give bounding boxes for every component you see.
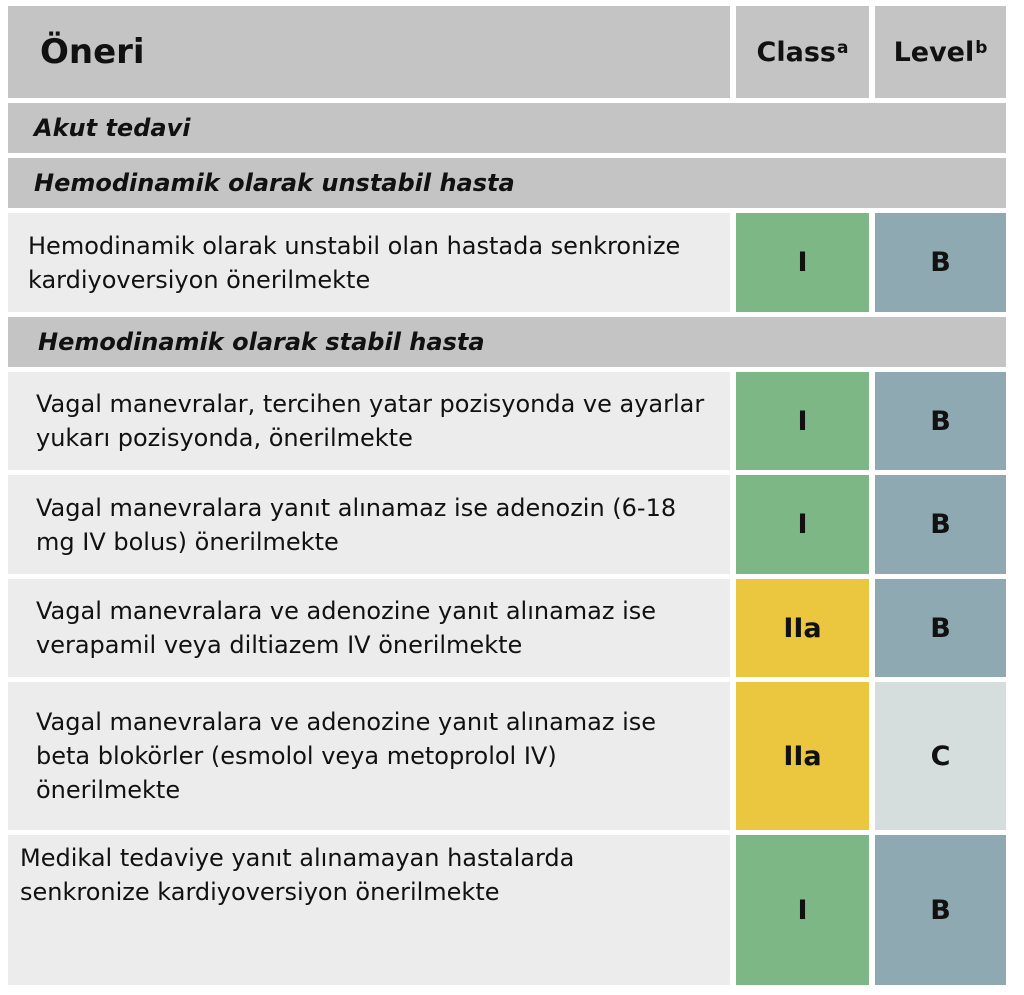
header-class-label: Class bbox=[756, 36, 836, 68]
recommendation-table bbox=[8, 6, 1006, 985]
section-acute-treatment: Akut tedavi bbox=[8, 103, 1006, 153]
recommendation-text: Vagal manevralara yanıt alınamaz ise adenozin (6-18 mg IV bolus) önerilmekte bbox=[8, 475, 730, 574]
recommendation-text: Vagal manevralar, tercihen yatar pozisyonda ve ayarlar yukarı pozisyonda, önerilmekte bbox=[8, 372, 730, 470]
section-unstable-patient: Hemodinamik olarak unstabil hasta bbox=[8, 158, 1006, 208]
class-badge: I bbox=[736, 372, 869, 470]
level-badge: B bbox=[875, 835, 1006, 985]
class-badge: IIa bbox=[736, 682, 869, 830]
class-badge: I bbox=[736, 213, 869, 312]
header-level-footnote: b bbox=[975, 38, 988, 58]
level-badge: B bbox=[875, 579, 1006, 677]
recommendation-text: Medikal tedaviye yanıt alınamayan hastalarda senkronize kardiyoversiyon önerilmekte bbox=[8, 835, 730, 985]
header-class bbox=[736, 6, 869, 98]
level-badge: B bbox=[875, 372, 1006, 470]
class-badge: I bbox=[736, 835, 869, 985]
recommendation-text: Vagal manevralara ve adenozine yanıt alınamaz ise verapamil veya diltiazem IV önerilmekte bbox=[8, 579, 730, 677]
level-badge: B bbox=[875, 475, 1006, 574]
section-stable-patient: Hemodinamik olarak stabil hasta bbox=[8, 317, 1006, 367]
level-badge: C bbox=[875, 682, 1006, 830]
header-class-footnote: a bbox=[836, 38, 849, 58]
header-level-label: Level bbox=[893, 36, 975, 68]
level-badge: B bbox=[875, 213, 1006, 312]
header-level bbox=[875, 6, 1006, 98]
class-badge: I bbox=[736, 475, 869, 574]
recommendation-text: Vagal manevralara ve adenozine yanıt alınamaz ise beta blokörler (esmolol veya metoprolol IV) önerilmekte bbox=[8, 682, 730, 830]
recommendation-text: Hemodinamik olarak unstabil olan hastada senkronize kardiyoversiyon önerilmekte bbox=[8, 213, 730, 312]
class-badge: IIa bbox=[736, 579, 869, 677]
header-recommendation: Öneri bbox=[8, 6, 730, 98]
